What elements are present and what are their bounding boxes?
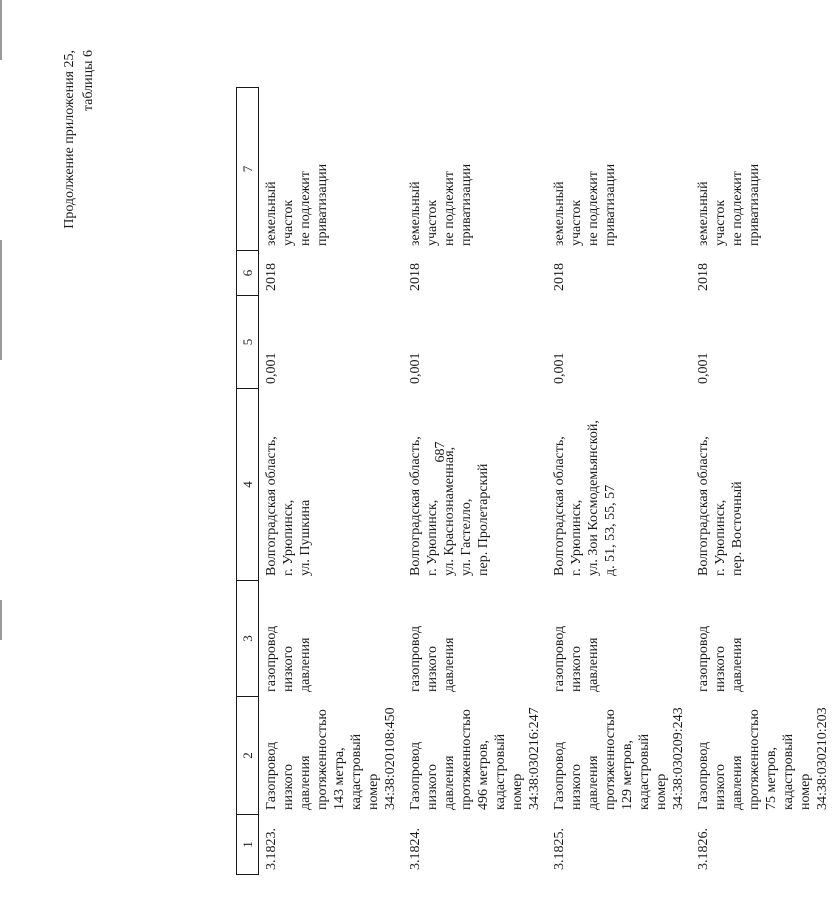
object-name: Газопровод низкого давления протяженностью 143 метра, кадастровый номер 34:38:020108:450 bbox=[264, 707, 398, 810]
page-number: 687 bbox=[433, 441, 448, 463]
column-header: 2 bbox=[237, 697, 259, 815]
object-address: Волгоградская область, г. Урюпинск, ул. Пушкина bbox=[264, 436, 313, 576]
title-line-1: Продолжение приложения 25, bbox=[62, 50, 77, 229]
title-line-2: таблицы 6 bbox=[81, 50, 96, 112]
column-header: 7 bbox=[237, 88, 259, 251]
object-year: 2018 bbox=[696, 263, 711, 291]
document-table-area bbox=[118, 44, 830, 870]
object-note: земельный участок не подлежит приватизации bbox=[552, 163, 618, 246]
column-header: 4 bbox=[237, 389, 259, 581]
object-note: земельный участок не подлежит приватизации bbox=[264, 163, 330, 246]
object-name: Газопровод низкого давления протяженностью 129 метров, кадастровый номер 34:38:030209:243 bbox=[552, 707, 686, 810]
row-number: 3.1825. bbox=[552, 828, 567, 870]
column-header: 1 bbox=[237, 815, 259, 875]
object-name: Газопровод низкого давления протяженностью 75 метров, кадастровый номер 34:38:030210:203 bbox=[696, 707, 830, 810]
row-number: 3.1826. bbox=[696, 828, 711, 870]
column-header: 3 bbox=[237, 581, 259, 697]
object-value: 0,001 bbox=[696, 352, 711, 384]
scan-edge-mark bbox=[0, 600, 2, 640]
object-value: 0,001 bbox=[408, 352, 423, 384]
column-header: 6 bbox=[237, 251, 259, 296]
row-number: 3.1823. bbox=[264, 828, 279, 870]
object-year: 2018 bbox=[264, 263, 279, 291]
column-header: 5 bbox=[237, 296, 259, 389]
table-row bbox=[547, 88, 691, 875]
table-row bbox=[259, 88, 404, 875]
object-value: 0,001 bbox=[264, 352, 279, 384]
object-note: земельный участок не подлежит приватизации bbox=[408, 163, 474, 246]
row-number: 3.1824. bbox=[408, 828, 423, 870]
property-table bbox=[236, 87, 835, 875]
table-header-row bbox=[237, 88, 259, 875]
object-address: Волгоградская область, г. Урюпинск, пер. Восточный bbox=[696, 436, 745, 576]
rotated-sheet bbox=[236, 88, 830, 875]
object-note: земельный участок не подлежит приватизации bbox=[696, 163, 762, 246]
object-type: газопровод низкого давления bbox=[264, 625, 313, 692]
object-address: Волгоградская область, г. Урюпинск, ул. Зои Космодемьянской, д. 51, 53, 55, 57 bbox=[552, 420, 618, 576]
scan-edge-mark bbox=[0, 0, 2, 60]
object-value: 0,001 bbox=[552, 352, 567, 384]
object-address: Волгоградская область, г. Урюпинск, ул. Краснознаменная, ул. Гастелло, пер. Пролетарский bbox=[408, 436, 491, 576]
object-type: газопровод низкого давления bbox=[696, 625, 745, 692]
page-title bbox=[60, 50, 100, 350]
table-row bbox=[403, 88, 547, 875]
object-name: Газопровод низкого давления протяженностью 496 метров, кадастровый номер 34:38:030216:247 bbox=[408, 707, 542, 810]
scan-edge-mark bbox=[0, 240, 2, 360]
object-year: 2018 bbox=[552, 263, 567, 291]
object-type: газопровод низкого давления bbox=[552, 625, 601, 692]
object-type: газопровод низкого давления bbox=[408, 625, 457, 692]
object-year: 2018 bbox=[408, 263, 423, 291]
table-row bbox=[691, 88, 835, 875]
